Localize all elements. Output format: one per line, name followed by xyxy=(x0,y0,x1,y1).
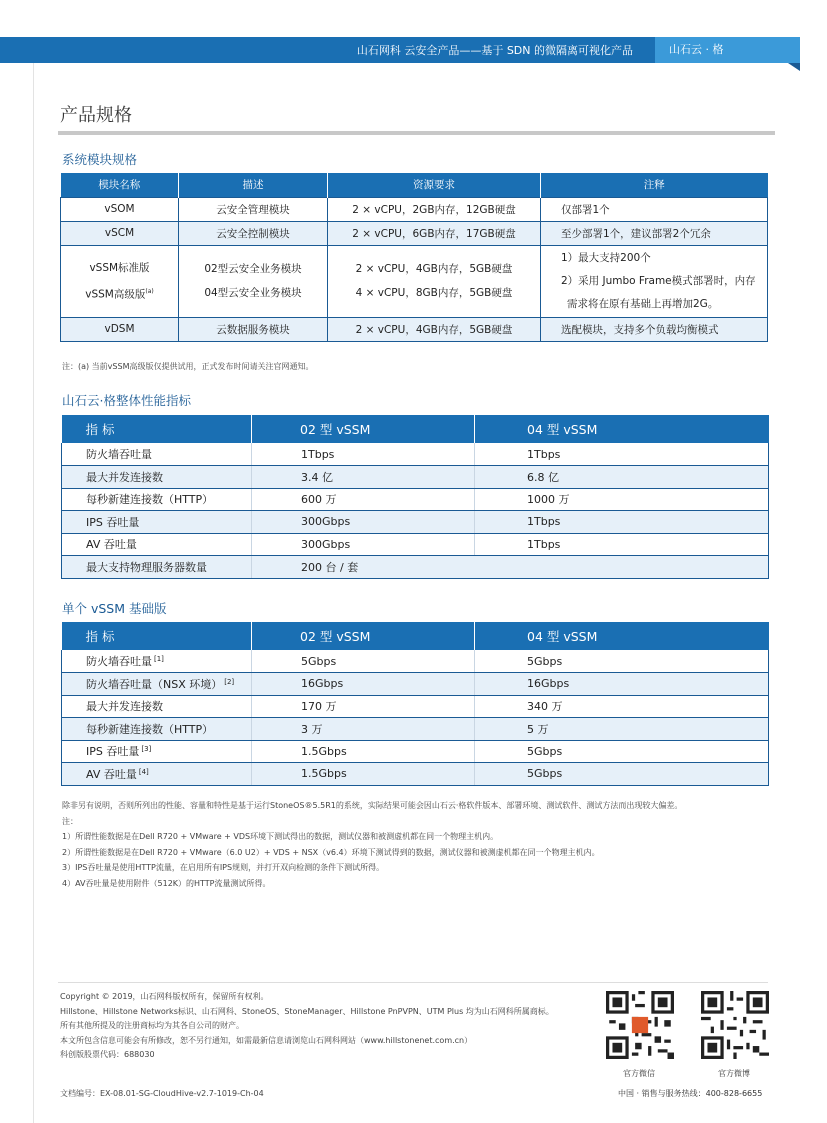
footnote-marker: [3] xyxy=(141,745,152,754)
metric-value: 16Gbps xyxy=(252,673,475,696)
title-divider xyxy=(58,131,775,135)
disclaimer-line: 本文所包含信息可能会有所修改，恕不另行通知，如需最新信息请浏览山石网科网站（www.hillstonenet.com.cn） xyxy=(60,1035,473,1045)
metric-label-text: 每秒新建连接数（HTTP） xyxy=(86,722,214,736)
metric-label xyxy=(62,740,252,763)
vssm-note-1: 1）最大支持200个 xyxy=(561,251,651,264)
note-line: 2）所谓性能数据是在Dell R720 + VMware（6.0 U2）+ VDS + NSX（v6.4）环境下测试得到的数据，测试仪器和被测虚机都在同一个物理主机内。 xyxy=(62,847,600,857)
footnote-marker: [2] xyxy=(224,677,235,686)
sales-hotline: 中国 · 销售与服务热线：400-828-6655 xyxy=(618,1089,763,1098)
vssm-standard-res: 2 × vCPU，4GB内存，5GB硬盘 xyxy=(355,263,513,275)
metric-value: 170 万 xyxy=(252,695,475,718)
table-row xyxy=(62,740,769,763)
section-title-single-vssm: 单个 vSSM 基础版 xyxy=(62,601,167,616)
note-line: 4）AV吞吐量是使用附件（512K）的HTTP流量测试所得。 xyxy=(62,878,271,888)
module-note: 至少部署1个，建议部署2个冗余 xyxy=(541,221,768,245)
metric-value: 1000 万 xyxy=(475,488,769,511)
table-row xyxy=(62,695,769,718)
table-row xyxy=(62,556,769,579)
metric-value: 16Gbps xyxy=(475,673,769,696)
metric-value: 5Gbps xyxy=(475,740,769,763)
metric-label xyxy=(62,763,252,786)
vssm-note-3: 需求将在原有基础上再增加2G。 xyxy=(567,297,719,310)
column-header: 04 型 vSSM xyxy=(475,415,769,443)
wechat-qr-label: 官方微信 xyxy=(623,1069,655,1078)
metric-label-text: 最大并发连接数 xyxy=(86,700,163,714)
section-title-modules: 系统模块规格 xyxy=(62,152,138,167)
footnote-marker: [4] xyxy=(138,767,149,776)
trademark-line: 所有其他所提及的注册商标均为其各自公司的财产。 xyxy=(60,1021,244,1030)
header-tab: 山石云 · 格 xyxy=(655,37,800,63)
column-header: 指 标 xyxy=(62,415,252,443)
module-note: 选配模块，支持多个负载均衡模式 xyxy=(541,317,768,341)
metric-value: 1Tbps xyxy=(252,443,475,466)
table-row xyxy=(62,673,769,696)
metric-value: 300Gbps xyxy=(252,533,475,556)
module-note xyxy=(541,245,768,317)
column-header: 模块名称 xyxy=(61,173,179,197)
metric-value: 5Gbps xyxy=(252,650,475,673)
vssm-advanced-name xyxy=(61,280,178,307)
vssm-note-2: 2）采用 Jumbo Frame模式部署时，内存 xyxy=(561,274,756,287)
module-name: vSCM xyxy=(61,221,179,245)
metric-label: 防火墙吞吐量 xyxy=(62,443,252,466)
metric-value: 1.5Gbps xyxy=(252,740,475,763)
footnote-marker: [1] xyxy=(154,655,164,663)
module-resources: 2 × vCPU，4GB内存，5GB硬盘 xyxy=(328,317,541,341)
metric-label xyxy=(62,673,252,696)
section-title-overall-performance: 山石云·格整体性能指标 xyxy=(62,393,191,408)
table-row xyxy=(62,650,769,673)
copyright-line: Copyright © 2019，山石网科版权所有，保留所有权利。 xyxy=(60,992,269,1001)
module-resources: 2 × vCPU，6GB内存，17GB硬盘 xyxy=(328,221,541,245)
module-note: 仅部署1个 xyxy=(541,197,768,221)
table-row xyxy=(61,317,768,341)
single-vssm-table xyxy=(61,622,769,786)
metric-label: 最大支持物理服务器数量 xyxy=(62,556,252,579)
metric-label xyxy=(62,650,252,673)
metric-value: 5Gbps xyxy=(475,650,769,673)
metric-value: 3 万 xyxy=(252,718,475,741)
metric-value: 300Gbps xyxy=(252,511,475,534)
footnote-marker: (a) xyxy=(145,287,154,295)
modules-table xyxy=(60,173,768,342)
column-header: 02 型 vSSM xyxy=(252,622,475,650)
table-row xyxy=(61,245,768,317)
metric-value: 1Tbps xyxy=(475,511,769,534)
metric-label xyxy=(62,718,252,741)
metric-label: 最大并发连接数 xyxy=(62,466,252,489)
stock-code-line: 科创版股票代码：688030 xyxy=(60,1050,155,1059)
module-desc: 云安全控制模块 xyxy=(179,221,328,245)
module-name: vSOM xyxy=(61,197,179,221)
table-row xyxy=(62,511,769,534)
metric-value: 200 台 / 套 xyxy=(252,556,769,579)
header-title: 山石网科 云安全产品——基于 SDN 的微隔离可视化产品 xyxy=(356,44,633,57)
note-line: 除非另有说明，否则所列出的性能、容量和特性是基于运行StoneOS®5.5R1的系统，实际结果可能会因山石云·格软件版本、部署环境、测试软件、测试方法而出现较大偏差。 xyxy=(62,801,683,810)
metric-value: 3.4 亿 xyxy=(252,466,475,489)
metric-value: 1.5Gbps xyxy=(252,763,475,786)
vssm-advanced-desc: 04型云安全业务模块 xyxy=(204,287,302,299)
module-desc xyxy=(179,245,328,317)
table-row xyxy=(62,488,769,511)
weibo-qr-icon xyxy=(701,991,769,1059)
table-header-row xyxy=(62,415,769,443)
table-row xyxy=(62,533,769,556)
column-header: 资源要求 xyxy=(328,173,541,197)
trademark-line: Hillstone、Hillstone Networks标识、山石网科、StoneOS、StoneManager、Hillstone PnPVPN、UTM Plus 均为山石网科所属商标。 xyxy=(60,1006,554,1016)
document-number: 文档编号：EX-08.01-SG-CloudHive-v2.7-1019-Ch-04 xyxy=(60,1089,264,1098)
metric-label: 每秒新建连接数（HTTP） xyxy=(62,488,252,511)
metric-label: IPS 吞吐量 xyxy=(62,511,252,534)
vssm-standard-name: vSSM标准版 xyxy=(89,261,150,274)
metric-value: 1Tbps xyxy=(475,443,769,466)
metric-label-text: 防火墙吞吐量（NSX 环境） xyxy=(86,677,223,691)
note-line: 3）IPS吞吐量是使用HTTP流量，在启用所有IPS规则，并打开双向检测的条件下测试所得。 xyxy=(62,863,385,872)
performance-notes xyxy=(62,798,682,891)
metric-value: 6.8 亿 xyxy=(475,466,769,489)
metric-label xyxy=(62,695,252,718)
note-line: 注： xyxy=(62,816,78,826)
overall-performance-table xyxy=(61,415,769,579)
table-row xyxy=(61,221,768,245)
module-desc: 云数据服务模块 xyxy=(179,317,328,341)
weibo-qr-label: 官方微博 xyxy=(718,1069,750,1078)
metric-value: 5Gbps xyxy=(475,763,769,786)
table-row xyxy=(62,718,769,741)
metric-label-text: IPS 吞吐量 xyxy=(86,745,140,759)
vssm-advanced-res: 4 × vCPU，8GB内存，5GB硬盘 xyxy=(355,287,513,299)
vssm-advanced-label: vSSM高级版 xyxy=(85,288,146,301)
table-header-row xyxy=(61,173,768,197)
column-header: 注释 xyxy=(541,173,768,197)
column-header: 描述 xyxy=(179,173,328,197)
module-name: vDSM xyxy=(61,317,179,341)
table-row xyxy=(62,443,769,466)
note-line: 1）所谓性能数据是在Dell R720 + VMware + VDS环境下测试得出的数据，测试仪器和被测虚机都在同一个物理主机内。 xyxy=(62,832,499,841)
margin-line xyxy=(33,63,34,1123)
metric-label-text: AV 吞吐量 xyxy=(86,767,137,781)
module-resources xyxy=(328,245,541,317)
metric-value: 1Tbps xyxy=(475,533,769,556)
modules-footnote: 注：(a) 当前vSSM高级版仅提供试用，正式发布时间请关注官网通知。 xyxy=(62,362,314,371)
table-header-row xyxy=(62,622,769,650)
column-header: 04 型 vSSM xyxy=(475,622,769,650)
module-name xyxy=(61,245,179,317)
metric-value: 5 万 xyxy=(475,718,769,741)
metric-label: AV 吞吐量 xyxy=(62,533,252,556)
page-title: 产品规格 xyxy=(60,105,132,126)
column-header: 02 型 vSSM xyxy=(252,415,475,443)
table-row xyxy=(61,197,768,221)
wechat-qr-icon xyxy=(606,991,674,1059)
metric-value: 340 万 xyxy=(475,695,769,718)
table-row xyxy=(62,763,769,786)
module-desc: 云安全管理模块 xyxy=(179,197,328,221)
metric-label-text: 防火墙吞吐量 xyxy=(86,655,152,668)
column-header: 指 标 xyxy=(62,622,252,650)
footer-divider xyxy=(58,982,768,983)
vssm-standard-desc: 02型云安全业务模块 xyxy=(204,263,302,275)
copyright-block xyxy=(60,990,554,1063)
table-row xyxy=(62,466,769,489)
header-corner xyxy=(788,63,800,71)
metric-value: 600 万 xyxy=(252,488,475,511)
module-resources: 2 × vCPU，2GB内存，12GB硬盘 xyxy=(328,197,541,221)
